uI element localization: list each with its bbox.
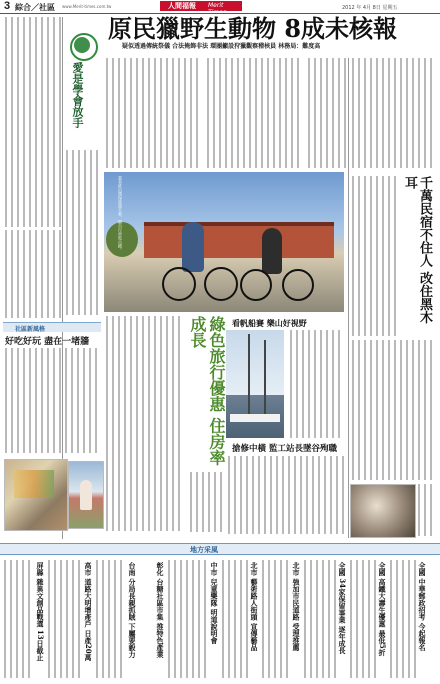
lower-story-title: 搶修中橫 監工站長墜谷殉職 bbox=[232, 444, 337, 454]
brief-headline-4: 彰化 台糖社區市集 推特色產業 bbox=[156, 562, 165, 658]
brand-name-cn: 人間福報 bbox=[168, 1, 196, 10]
mast-1 bbox=[248, 334, 250, 420]
plant-photo bbox=[350, 484, 416, 538]
cyclist-2 bbox=[262, 228, 282, 274]
right-sidebar-text bbox=[350, 176, 398, 336]
bicycle-1-front-wheel bbox=[162, 267, 196, 301]
bicycle-2-rear-wheel bbox=[282, 269, 314, 301]
sailboat-story-title: 看帆船賽 樂山好視野 bbox=[232, 318, 307, 328]
top-story-text-left bbox=[104, 58, 202, 168]
brief-headline-5: 中市 兒童樂隊 明道說明會 bbox=[210, 562, 219, 644]
brief-text-1 bbox=[2, 560, 34, 678]
section-name: 綜合／社區 bbox=[15, 3, 55, 12]
right-column-divider bbox=[348, 58, 349, 538]
brief-headline-10: 全國 中華郵政招考 今起報名 bbox=[418, 562, 427, 651]
brief-text-6 bbox=[260, 560, 290, 678]
brief-headline-1: 屏縣 雜異文創品戰選 13日截止 bbox=[36, 562, 45, 661]
brief-text-9 bbox=[388, 560, 416, 678]
bottom-briefs bbox=[0, 556, 440, 682]
sailboat-photo bbox=[226, 330, 284, 438]
left-column-text bbox=[3, 17, 61, 227]
brief-text-2 bbox=[46, 560, 82, 678]
temple-building bbox=[144, 222, 334, 258]
brief-text-4 bbox=[166, 560, 208, 678]
brief-headline-2: 高市 道路大明增產戶 日產20萬 bbox=[84, 562, 93, 661]
mast-2 bbox=[264, 340, 266, 420]
left-lower-text bbox=[3, 230, 61, 318]
brief-text-5 bbox=[220, 560, 248, 678]
page-header bbox=[0, 0, 440, 13]
brand-logo bbox=[160, 1, 242, 11]
brief-text-7 bbox=[302, 560, 336, 678]
top-story-text-right bbox=[306, 58, 348, 168]
column-logo bbox=[74, 37, 90, 53]
right-sidebar-title: 千萬民宿不住人 改住黑木耳 bbox=[402, 176, 432, 324]
person-figure bbox=[80, 480, 92, 510]
feature-text-left bbox=[104, 316, 184, 531]
main-subheadline: 疑似透過傳統祭儀 合法掩飾非法 環團籲設狩獵觀察稽核員 林務局：難度高 bbox=[122, 43, 321, 50]
brief-headline-6: 北市 藝術路人街頭 宣傳藝品 bbox=[250, 562, 259, 651]
wall-photo-detail bbox=[14, 470, 54, 498]
brand-name-en: Merit bbox=[208, 2, 224, 9]
community-box-text bbox=[3, 348, 101, 453]
community-box-title: 好吃好玩 盡在一堵牆 bbox=[5, 337, 90, 347]
photo-caption-text bbox=[416, 484, 436, 536]
right-lower-text bbox=[350, 340, 436, 480]
column-title: 愛是學會放手 bbox=[71, 62, 84, 128]
region-band bbox=[0, 543, 440, 555]
bicycle-photo-caption: 業者推出環保旅遊方案，騎自行車逛古蹟。 bbox=[118, 176, 123, 252]
right-top-text bbox=[350, 58, 436, 168]
website-url: www.Merit-times.com.tw bbox=[62, 4, 112, 9]
community-box-label bbox=[3, 322, 101, 332]
brief-headline-9: 全國 高鐵大壽生優惠 最低5折 bbox=[378, 562, 387, 656]
brief-text-3 bbox=[94, 560, 126, 678]
issue-date: 2012 年 4月 8日 星期五 bbox=[342, 5, 398, 11]
main-headline: 原民獵野生動物 8成未核報 bbox=[108, 14, 398, 43]
sailboat-story-text bbox=[288, 330, 344, 438]
brief-headline-3: 台南 分局長親抓賊 下屬要毅力 bbox=[128, 562, 137, 658]
feature-title: 綠色旅行優惠 住房率成長 bbox=[188, 316, 226, 466]
bicycle-2-front-wheel bbox=[240, 269, 272, 301]
cyclist-1 bbox=[182, 222, 204, 272]
page-number: 3 bbox=[4, 0, 11, 12]
brief-headline-8: 全國 34家保留事業 逐年成長 bbox=[338, 562, 347, 654]
bicycle-1-rear-wheel bbox=[204, 267, 238, 301]
brief-headline-7: 北市 強加市民道路 受理推薦 bbox=[292, 562, 301, 651]
bicycle-photo bbox=[104, 172, 344, 312]
lower-story-text bbox=[226, 456, 346, 534]
column-body-text bbox=[64, 150, 102, 315]
top-story-text-mid bbox=[205, 58, 303, 168]
region-band-label: 地方采風 bbox=[190, 546, 218, 554]
community-box-label-text: 社區新風格 bbox=[15, 326, 46, 333]
feature-text-right bbox=[188, 472, 224, 532]
brief-text-8 bbox=[348, 560, 376, 678]
boat-hull bbox=[230, 414, 280, 422]
